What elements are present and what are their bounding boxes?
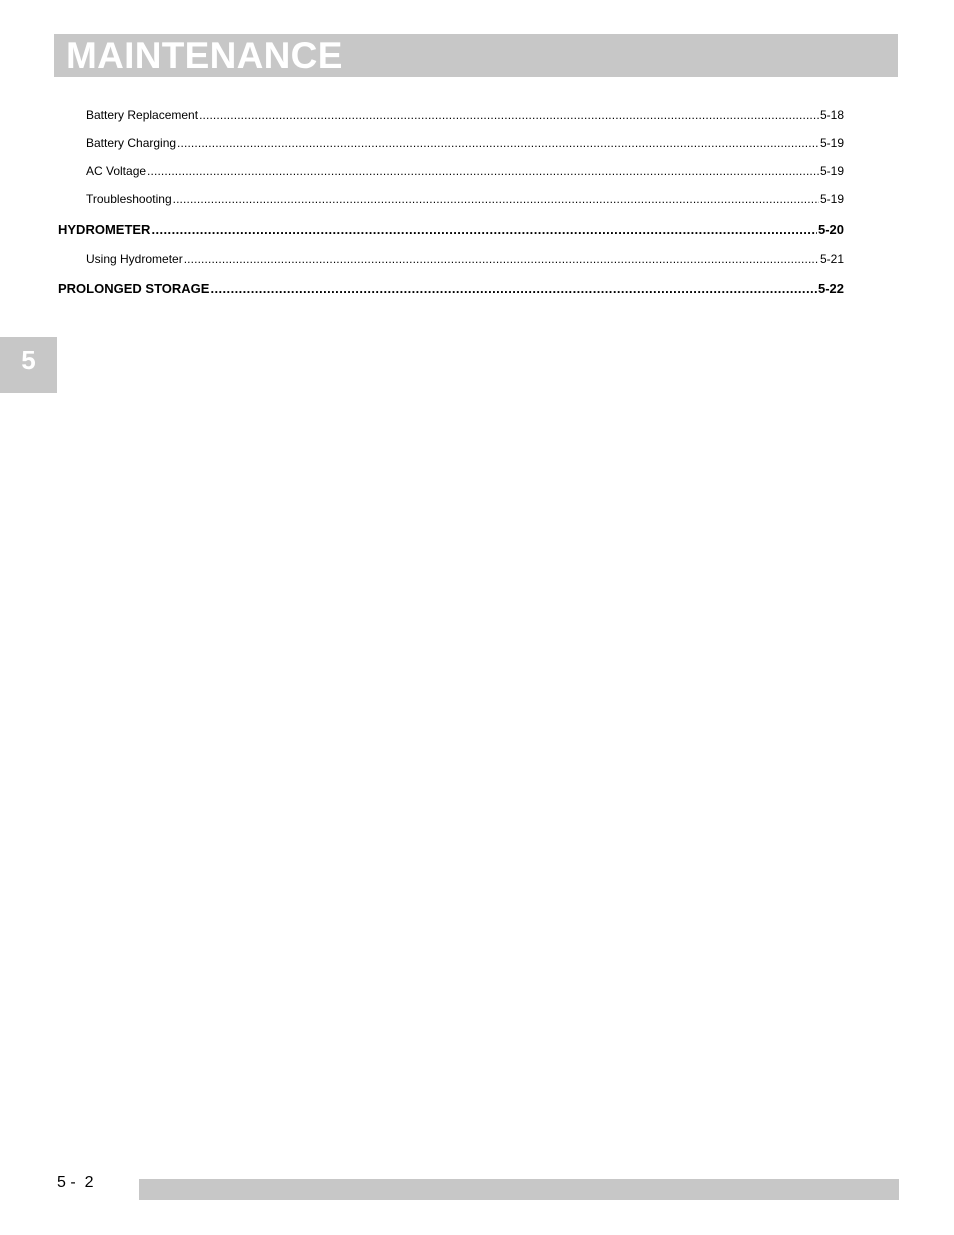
toc-entry-label: PROLONGED STORAGE	[58, 281, 210, 296]
toc-leader-dots	[173, 192, 819, 206]
page-title: MAINTENANCE	[66, 35, 343, 76]
toc-entry-hydrometer[interactable]	[58, 222, 844, 237]
toc-entry-battery-replacement[interactable]	[86, 108, 844, 122]
toc-entry-battery-charging[interactable]	[86, 136, 844, 150]
toc-entry-page: 5-19	[819, 192, 844, 206]
chapter-tab	[0, 337, 57, 393]
toc-entry-page: 5-22	[817, 281, 844, 296]
toc-entry-label: Troubleshooting	[86, 192, 172, 206]
chapter-number: 5	[21, 345, 36, 375]
footer-bar	[139, 1179, 899, 1200]
toc-entry-label: HYDROMETER	[58, 222, 151, 237]
toc-leader-dots	[184, 252, 819, 266]
toc-entry-page: 5-19	[819, 136, 844, 150]
toc-entry-prolonged-storage[interactable]	[58, 281, 844, 296]
toc-entry-page: 5-21	[819, 252, 844, 266]
page-number: 5 - 2	[57, 1174, 94, 1191]
toc-entry-ac-voltage[interactable]	[86, 164, 844, 178]
toc-entry-page: 5-19	[819, 164, 844, 178]
toc-entry-page: 5-20	[817, 222, 844, 237]
toc-leader-dots	[147, 164, 819, 178]
toc-entry-label: AC Voltage	[86, 164, 147, 178]
toc-entry-troubleshooting[interactable]	[86, 192, 844, 206]
toc-entry-label: Battery Replacement	[86, 108, 199, 122]
toc-leader-dots	[177, 136, 819, 150]
toc-leader-dots	[210, 281, 817, 296]
toc-leader-dots	[151, 222, 817, 237]
toc-entry-label: Using Hydrometer	[86, 252, 183, 266]
toc-leader-dots	[199, 108, 819, 122]
toc-entry-page: 5-18	[819, 108, 844, 122]
header-bar	[54, 34, 898, 77]
toc-entry-label: Battery Charging	[86, 136, 177, 150]
toc-entry-using-hydrometer[interactable]	[86, 252, 844, 266]
